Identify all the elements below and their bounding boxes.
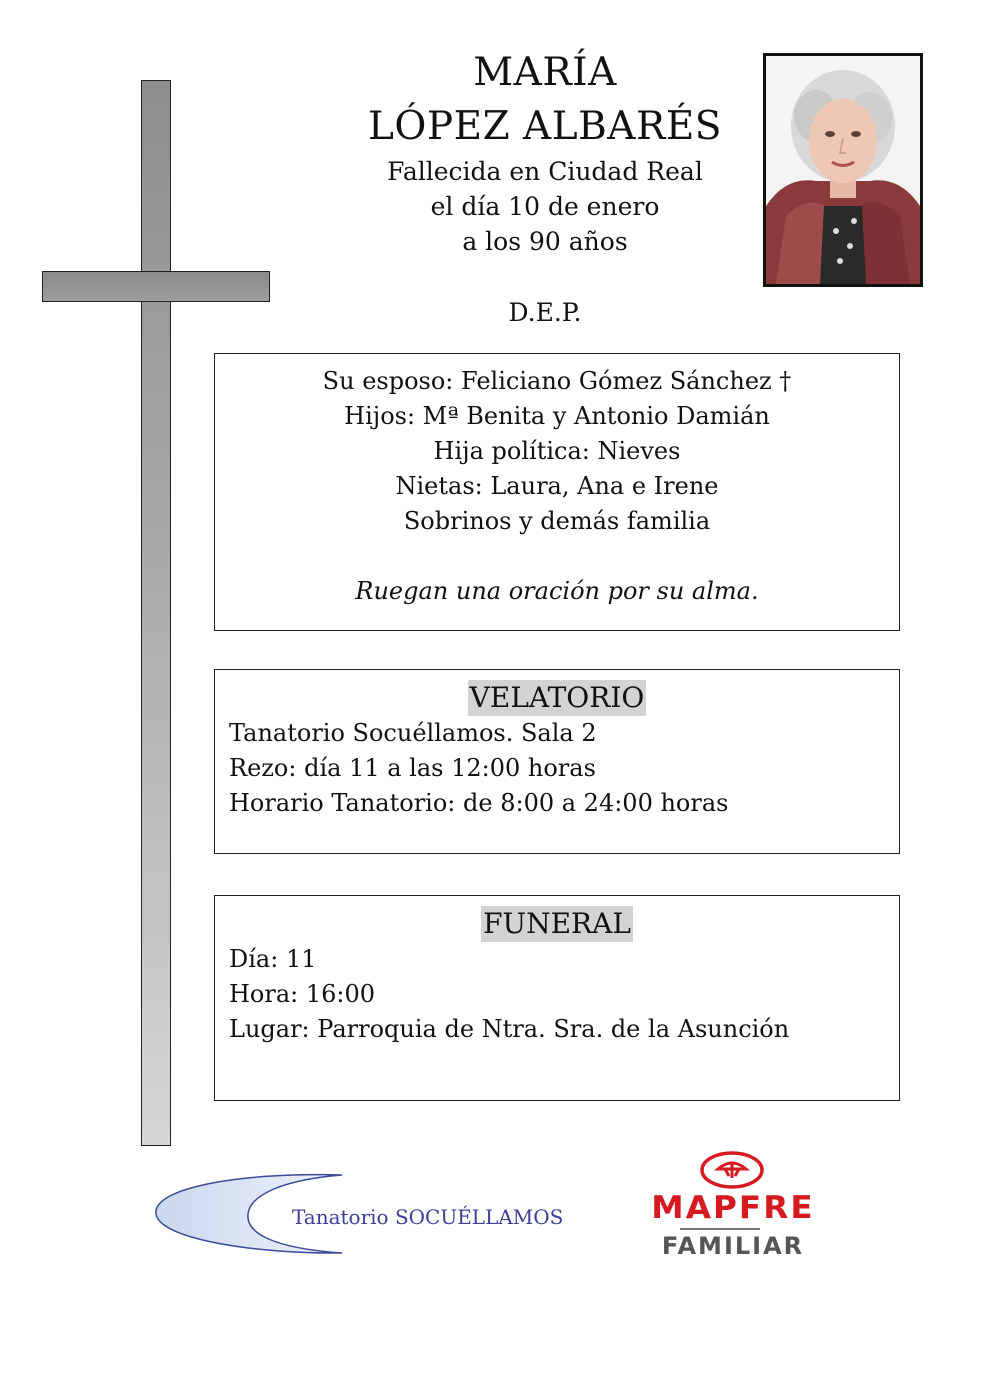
mapfre-emblem-icon (699, 1150, 765, 1190)
cross-horizontal-beam (42, 271, 270, 302)
funeral-title: FUNERAL (483, 907, 631, 940)
funeral-day: Día: 11 (229, 945, 317, 973)
funeral-box (214, 895, 900, 1101)
family-line-granddaughters: Nietas: Laura, Ana e Irene (395, 472, 719, 500)
portrait-illustration (766, 56, 920, 284)
mapfre-divider (680, 1228, 760, 1230)
wake-title: VELATORIO (469, 681, 645, 714)
wake-box (214, 669, 900, 854)
death-date: el día 10 de enero (430, 192, 660, 221)
family-line-daughter-in-law: Hija política: Nieves (433, 437, 681, 465)
deceased-first-name: MARÍA (473, 50, 617, 95)
rip-text: D.E.P. (508, 298, 582, 327)
wake-opening-hours: Horario Tanatorio: de 8:00 a 24:00 horas (229, 789, 729, 817)
family-box (214, 353, 900, 631)
family-line-children: Hijos: Mª Benita y Antonio Damián (344, 402, 770, 430)
age-at-death: a los 90 años (462, 227, 628, 256)
deceased-portrait (763, 53, 923, 287)
wake-prayer-time: Rezo: día 11 a las 12:00 horas (229, 754, 596, 782)
funeral-time: Hora: 16:00 (229, 980, 376, 1008)
mapfre-familiar-text: FAMILIAR (661, 1232, 805, 1260)
mapfre-logo-text: MAPFRE (651, 1190, 815, 1226)
tanatorio-logo-text: Tanatorio SOCUÉLLAMOS (292, 1205, 564, 1229)
cross-vertical-beam (141, 80, 171, 1146)
wake-location: Tanatorio Socuéllamos. Sala 2 (229, 719, 597, 747)
family-line-spouse: Su esposo: Feliciano Gómez Sánchez † (322, 367, 792, 395)
funeral-place: Lugar: Parroquia de Ntra. Sra. de la Asunción (229, 1015, 790, 1043)
family-line-relatives: Sobrinos y demás familia (403, 507, 711, 535)
prayer-request: Ruegan una oración por su alma. (355, 577, 759, 605)
death-place: Fallecida en Ciudad Real (387, 157, 703, 186)
deceased-surnames: LÓPEZ ALBARÉS (367, 104, 722, 149)
